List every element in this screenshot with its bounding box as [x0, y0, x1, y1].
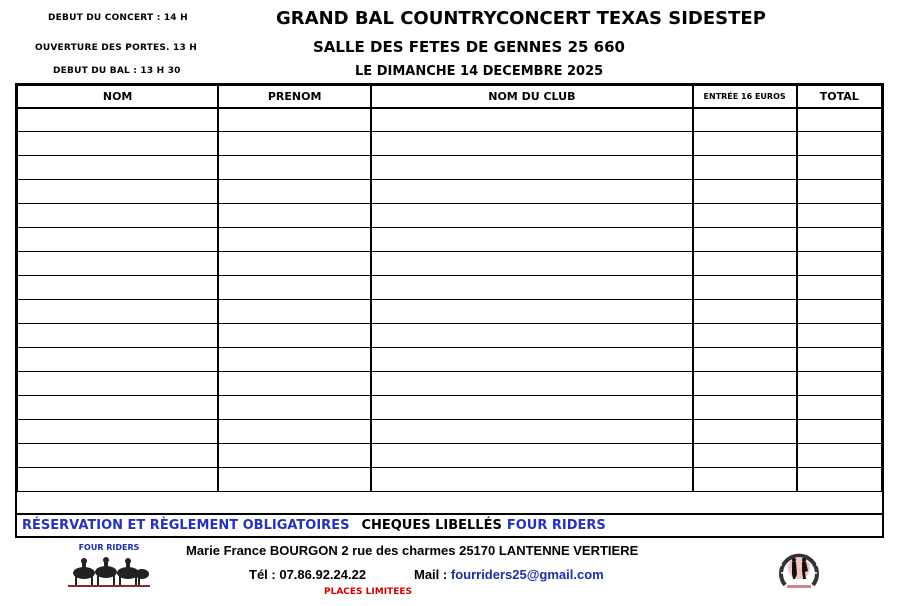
cell-nom	[18, 468, 219, 492]
cell-nom	[18, 348, 219, 372]
logo-left-text: FOUR RIDERS	[78, 543, 140, 552]
cell-prenom	[218, 180, 371, 204]
cell-total	[797, 276, 882, 300]
date-title: LE DIMANCHE 14 DECEMBRE 2025	[355, 64, 604, 79]
cell-entry	[693, 156, 797, 180]
cell-club	[371, 444, 693, 468]
cell-entry	[693, 324, 797, 348]
organizer-mail	[414, 567, 604, 582]
table-row	[18, 324, 882, 348]
cell-nom	[18, 300, 219, 324]
cell-entry	[693, 444, 797, 468]
table-row	[18, 204, 882, 228]
cell-total	[797, 108, 882, 132]
notice-reservation: RÉSERVATION ET RÈGLEMENT OBLIGATOIRES	[22, 518, 350, 533]
cell-club	[371, 228, 693, 252]
cell-total	[797, 420, 882, 444]
mail-label: Mail :	[414, 567, 448, 582]
column-header-club: NOM DU CLUB	[371, 86, 693, 108]
cell-total	[797, 252, 882, 276]
cell-prenom	[218, 108, 371, 132]
cell-club	[371, 324, 693, 348]
cell-entry	[693, 132, 797, 156]
cell-prenom	[218, 324, 371, 348]
cell-club	[371, 396, 693, 420]
cell-entry	[693, 204, 797, 228]
column-header-nom: NOM	[18, 86, 219, 108]
cell-entry	[693, 276, 797, 300]
cell-nom	[18, 108, 219, 132]
cell-prenom	[218, 228, 371, 252]
cell-total	[797, 372, 882, 396]
cell-entry	[693, 252, 797, 276]
cell-total	[797, 396, 882, 420]
cell-nom	[18, 132, 219, 156]
table-header-row	[18, 86, 882, 108]
cell-prenom	[218, 372, 371, 396]
cell-total	[797, 444, 882, 468]
cell-entry	[693, 372, 797, 396]
cell-club	[371, 348, 693, 372]
table-row	[18, 396, 882, 420]
cell-total	[797, 348, 882, 372]
cell-nom	[18, 204, 219, 228]
cell-prenom	[218, 276, 371, 300]
cell-nom	[18, 420, 219, 444]
cell-prenom	[218, 420, 371, 444]
cell-club	[371, 132, 693, 156]
table-row	[18, 444, 882, 468]
cell-prenom	[218, 468, 371, 492]
cell-prenom	[218, 396, 371, 420]
table-row	[18, 108, 882, 132]
cell-club	[371, 108, 693, 132]
cell-prenom	[218, 300, 371, 324]
table-row	[18, 372, 882, 396]
cell-nom	[18, 156, 219, 180]
concert-start-info: DEBUT DU CONCERT : 14 H	[48, 13, 188, 23]
cell-nom	[18, 228, 219, 252]
organizer-address: Marie France BOURGON 2 rue des charmes 25170 LANTENNE VERTIERE	[186, 543, 639, 558]
table-row	[18, 132, 882, 156]
cell-total	[797, 324, 882, 348]
table-row	[18, 252, 882, 276]
cell-total	[797, 180, 882, 204]
cell-nom	[18, 372, 219, 396]
cell-total	[797, 300, 882, 324]
table-row	[18, 300, 882, 324]
cell-club	[371, 180, 693, 204]
cell-total	[797, 468, 882, 492]
cell-prenom	[218, 204, 371, 228]
cell-club	[371, 468, 693, 492]
table-row	[18, 468, 882, 492]
cell-nom	[18, 324, 219, 348]
four-riders-logo-icon	[66, 541, 152, 589]
registration-table	[17, 85, 882, 492]
column-header-total: TOTAL	[797, 86, 882, 108]
cell-club	[371, 156, 693, 180]
dancers-horseshoe-logo-icon	[773, 541, 825, 593]
cell-total	[797, 204, 882, 228]
venue-title: SALLE DES FETES DE GENNES 25 660	[313, 38, 625, 56]
payment-notice	[17, 513, 882, 536]
cell-total	[797, 132, 882, 156]
cell-prenom	[218, 252, 371, 276]
cell-entry	[693, 348, 797, 372]
cell-nom	[18, 276, 219, 300]
cell-club	[371, 372, 693, 396]
cell-club	[371, 420, 693, 444]
cell-club	[371, 252, 693, 276]
cell-total	[797, 228, 882, 252]
cell-club	[371, 204, 693, 228]
cell-prenom	[218, 444, 371, 468]
doors-open-info: OUVERTURE DES PORTES. 13 H	[35, 43, 197, 53]
table-row	[18, 276, 882, 300]
column-header-entry: ENTRÉE 16 EUROS	[693, 86, 797, 108]
table-row	[18, 228, 882, 252]
notice-cheques: CHEQUES LIBELLÉS	[361, 518, 502, 533]
cell-prenom	[218, 156, 371, 180]
cell-entry	[693, 180, 797, 204]
cell-nom	[18, 444, 219, 468]
cell-entry	[693, 420, 797, 444]
cell-club	[371, 300, 693, 324]
ball-start-info: DEBUT DU BAL : 13 H 30	[53, 66, 181, 76]
cell-nom	[18, 180, 219, 204]
table-row	[18, 348, 882, 372]
cell-club	[371, 276, 693, 300]
table-row	[18, 420, 882, 444]
cell-entry	[693, 228, 797, 252]
registration-sheet	[15, 83, 884, 538]
cell-entry	[693, 468, 797, 492]
cell-entry	[693, 108, 797, 132]
cell-total	[797, 156, 882, 180]
page-title: GRAND BAL COUNTRYCONCERT TEXAS SIDESTEP	[276, 8, 766, 29]
mail-address: fourriders25@gmail.com	[450, 567, 604, 582]
cell-nom	[18, 252, 219, 276]
table-row	[18, 156, 882, 180]
cell-entry	[693, 300, 797, 324]
organizer-phone: Tél : 07.86.92.24.22	[249, 567, 367, 582]
cell-prenom	[218, 348, 371, 372]
table-row	[18, 180, 882, 204]
column-header-prenom: PRENOM	[218, 86, 371, 108]
cell-entry	[693, 396, 797, 420]
notice-payee: FOUR RIDERS	[506, 518, 606, 533]
cell-prenom	[218, 132, 371, 156]
limited-places-note: PLACES LIMITEES	[324, 587, 412, 597]
cell-nom	[18, 396, 219, 420]
